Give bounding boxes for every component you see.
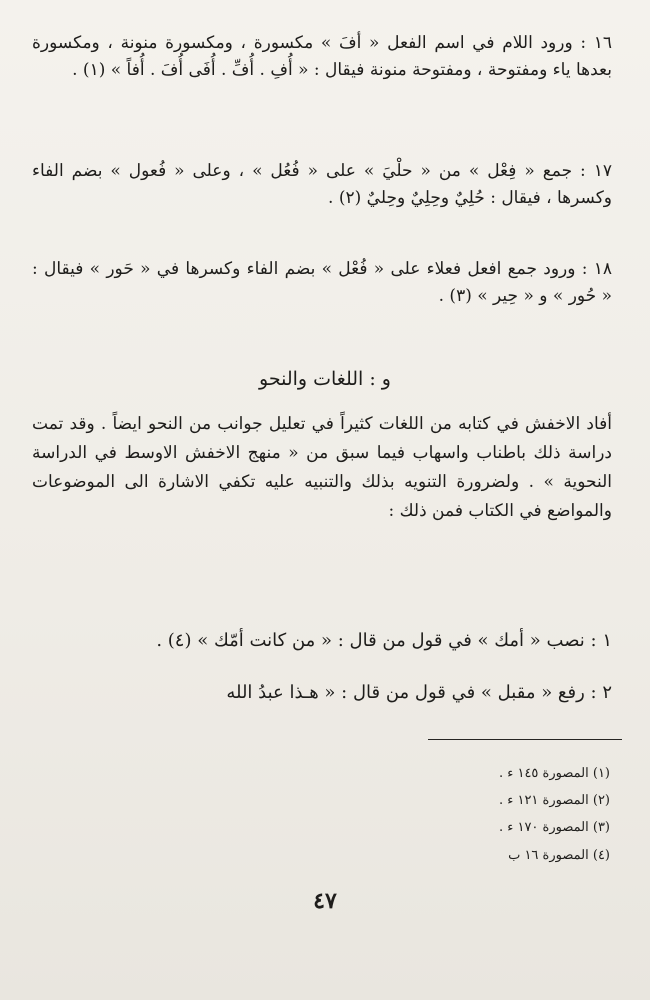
footnote-1: (١) المصورة ١٤٥ ء . xyxy=(498,766,610,781)
point-1-text: ١ : نصب « أمك » في قول من قال : « من كانت أمّك » (٤) . xyxy=(156,630,612,651)
point-1 xyxy=(32,630,612,651)
section-intro-text: أفاد الاخفش في كتابه من اللغات كثيراً في تعليل جوانب من النحو ايضاً . وقد تمت دراسة ذلك باطناب واسهاب فيما سبق من « منهج الاخفش الاوسط في الدراسة النحوية » . ولضرورة التنويه بذلك والتنبيه عليه تكفي الاشارة الى الموضوعات والمواضع في الكتاب فمن ذلك : xyxy=(32,414,612,521)
item-17-text: ١٧ : جمع « فِعْل » من « حلْيَ » على « فُعُل » ، وعلى « فُعول » بضم الفاء وكسرها ، فيقال : حُلِيٌ وحِلِيٌ وحِليٌ (٢) . xyxy=(32,161,612,208)
item-18 xyxy=(32,256,612,310)
footnote-4: (٤) المصورة ١٦ ب xyxy=(508,848,610,863)
point-2-text: ٢ : رفع « مقبل » في قول من قال : « هـذا عبدُ الله xyxy=(226,682,612,703)
footnote-3: (٣) المصورة ١٧٠ ء . xyxy=(498,820,610,835)
item-16-text: ١٦ : ورود اللام في اسم الفعل « أفَ » مكسورة ، ومكسورة منونة ، ومكسورة بعدها ياء ومفتوحة ، ومفتوحة منونة فيقال : « أُفِ . أُفِّ . أُفَى أُفَ . أُفاً » (١) . xyxy=(32,33,612,80)
footnote-divider xyxy=(428,739,622,740)
item-18-text: ١٨ : ورود جمع افعل فعلاء على « فُعْل » بضم الفاء وكسرها في « حَور » فيقال : « حُور » و « حِير » (٣) . xyxy=(32,259,612,306)
point-2 xyxy=(32,682,612,703)
section-intro xyxy=(32,410,612,526)
item-17 xyxy=(32,158,612,212)
section-heading: و : اللغات والنحو xyxy=(259,368,391,390)
footnote-2: (٢) المصورة ١٢١ ء . xyxy=(498,793,610,808)
page-number: ٤٧ xyxy=(313,888,337,914)
item-16 xyxy=(32,30,612,84)
